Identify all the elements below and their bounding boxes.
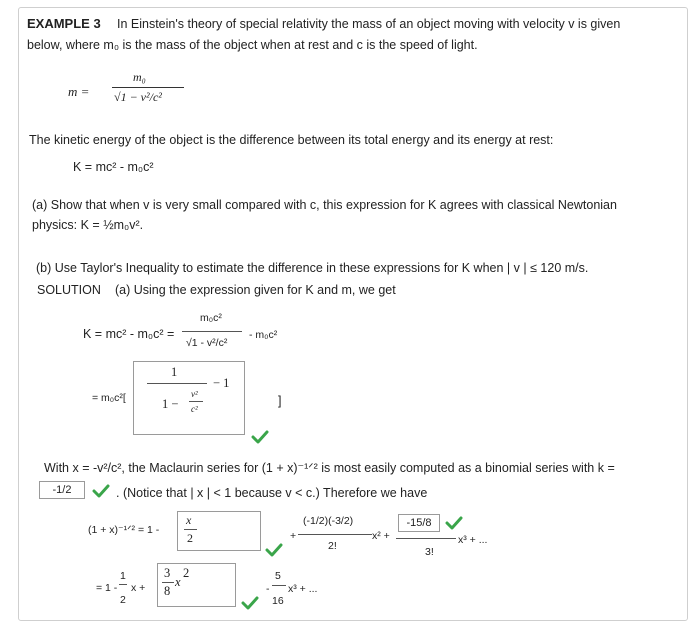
step2-lead: = m₀c²[	[92, 392, 126, 404]
check-icon	[445, 516, 463, 530]
intro-line-2: below, where m₀ is the mass of the object when at rest and c is the speed of light.	[27, 38, 478, 52]
notice-text: . (Notice that | x | < 1 because v < c.) Therefore we have	[116, 486, 428, 500]
series2-lead: = 1 -	[96, 582, 118, 594]
step1-lhs: K = mc² - m₀c² =	[83, 327, 175, 341]
series-term1-fraction-bar	[184, 529, 197, 530]
series-term3-tail: x³ + ...	[458, 534, 488, 546]
step1-denominator: √1 - v²/c²	[186, 337, 228, 349]
series2-minus: -	[266, 583, 270, 595]
series2-frac-numerator: 1	[120, 570, 126, 582]
series-lhs: (1 + x)⁻¹ᐟ² = 1 -	[88, 524, 160, 536]
k-answer-box[interactable]: -1/2	[39, 481, 85, 499]
check-icon	[251, 430, 269, 444]
series-term1-denominator: 2	[187, 531, 193, 545]
step2-c-squared: c²	[191, 404, 198, 414]
series-plus: +	[290, 530, 297, 542]
intro-line-1: In Einstein's theory of special relativity the mass of an object moving with velocity v is given	[117, 17, 621, 31]
mass-formula-fraction-bar	[112, 87, 184, 88]
series-term1-numerator: x	[186, 513, 192, 527]
series-term2-x-squared: x² +	[372, 530, 390, 542]
series2-x-term: x +	[131, 582, 146, 594]
step2-close-bracket: ]	[278, 394, 282, 408]
series-term2-fraction-bar	[298, 534, 372, 535]
step1-numerator: m₀c²	[200, 312, 222, 324]
mass-formula-lhs: m =	[68, 84, 90, 99]
series2-frac-denominator: 2	[120, 594, 126, 606]
series2-box-denominator: 8	[164, 584, 171, 598]
series-term3-answer-box[interactable]: -15/8	[398, 514, 440, 532]
maclaurin-line: With x = -v²/c², the Maclaurin series for (1 + x)⁻¹ᐟ² is most easily computed as a binomial series with k =	[44, 461, 615, 475]
series2-box-exponent: 2	[183, 566, 190, 580]
part-b: (b) Use Taylor's Inequality to estimate the difference in these expressions for K when | v | ≤ 120 m/s.	[36, 261, 589, 275]
series2-box-x: x	[175, 575, 181, 589]
series-term2-denominator: 2!	[328, 540, 337, 552]
step1-fraction-bar	[182, 331, 242, 332]
series2-box-numerator: 3	[164, 566, 171, 580]
step2-v-squared: v²	[191, 389, 198, 399]
solution-text: (a) Using the expression given for K and m, we get	[115, 283, 396, 297]
step2-denominator-one: 1 −	[162, 397, 179, 411]
step1-tail: - m₀c²	[249, 329, 278, 341]
series-term3-fraction-bar	[396, 538, 456, 539]
solution-label: SOLUTION	[37, 283, 101, 297]
check-icon	[265, 543, 283, 557]
mass-formula-denominator: √1 − v²/c²	[114, 90, 162, 104]
step2-numerator-one: 1	[171, 365, 178, 379]
step2-outer-fraction-bar	[147, 383, 207, 384]
check-icon	[241, 596, 259, 610]
part-a-line-2: physics: K = ½m₀v².	[32, 218, 144, 232]
step2-answer-box[interactable]	[133, 361, 245, 435]
mass-formula-numerator: m₀	[133, 70, 146, 84]
series2-frac3-denominator: 16	[272, 595, 284, 607]
series2-box-fraction-bar	[162, 582, 174, 583]
example-label: EXAMPLE 3	[27, 16, 101, 31]
series-term3-denominator: 3!	[425, 546, 434, 558]
kinetic-text: The kinetic energy of the object is the difference between its total energy and its energy at rest:	[29, 133, 554, 147]
series2-frac-bar	[119, 584, 127, 585]
part-a-line-1: (a) Show that when v is very small compared with c, this expression for K agrees with classical Newtonian	[32, 198, 617, 212]
check-icon	[92, 484, 110, 498]
step2-minus-one: − 1	[213, 376, 230, 390]
series2-frac3-numerator: 5	[275, 570, 281, 582]
series-term2-numerator: (-1/2)(-3/2)	[303, 515, 354, 527]
step2-inner-fraction-bar	[189, 401, 203, 402]
series2-frac3-bar	[272, 585, 286, 586]
series2-tail: x³ + ...	[288, 583, 318, 595]
kinetic-formula: K = mc² - m₀c²	[73, 160, 154, 174]
